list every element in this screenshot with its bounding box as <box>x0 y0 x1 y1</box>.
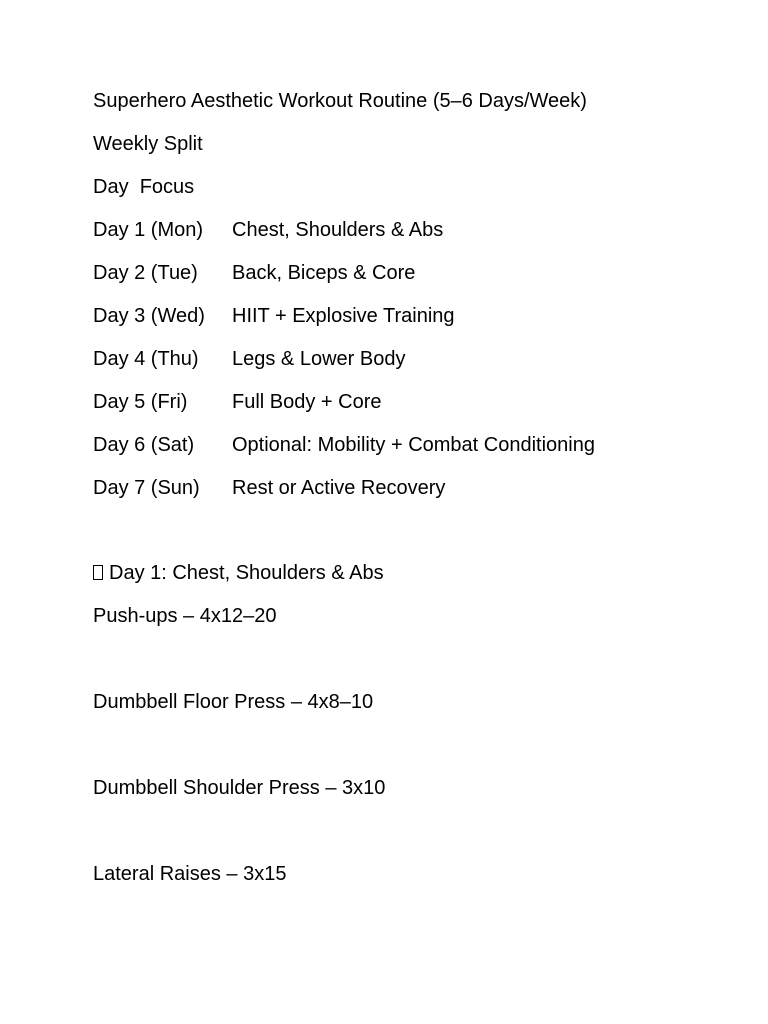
schedule-row <box>93 261 415 285</box>
schedule-day: Day 4 (Thu) <box>93 348 199 370</box>
day1-heading-text: Day 1: Chest, Shoulders & Abs <box>109 562 384 584</box>
exercise-item: Lateral Raises – 3x15 <box>93 863 287 885</box>
schedule-row <box>93 433 595 457</box>
schedule-focus: Back, Biceps & Core <box>232 262 416 284</box>
schedule-day: Day 7 (Sun) <box>93 477 200 499</box>
schedule-day: Day 6 (Sat) <box>93 434 195 456</box>
schedule-header-focus: Focus <box>139 176 195 198</box>
schedule-row <box>93 476 445 500</box>
missing-glyph-icon <box>93 565 103 580</box>
schedule-focus: Optional: Mobility + Combat Conditioning <box>232 434 595 456</box>
schedule-focus: Rest or Active Recovery <box>232 477 446 499</box>
exercise-item: Dumbbell Floor Press – 4x8–10 <box>93 691 374 713</box>
schedule-row <box>93 218 443 242</box>
schedule-header <box>93 175 194 199</box>
schedule-focus: Legs & Lower Body <box>232 348 406 370</box>
schedule-day: Day 3 (Wed) <box>93 305 205 327</box>
exercise-item: Dumbbell Shoulder Press – 3x10 <box>93 777 386 799</box>
schedule-day: Day 2 (Tue) <box>93 262 198 284</box>
exercise-item: Push-ups – 4x12–20 <box>93 605 277 627</box>
schedule-row <box>93 304 455 328</box>
schedule-focus: HIIT + Explosive Training <box>232 305 455 327</box>
document-title: Superhero Aesthetic Workout Routine (5–6 Days/Week) <box>93 90 587 112</box>
schedule-header-day: Day <box>93 176 129 198</box>
schedule-focus: Full Body + Core <box>232 391 382 413</box>
schedule-focus: Chest, Shoulders & Abs <box>232 219 444 241</box>
day1-section-heading <box>93 561 384 585</box>
schedule-row <box>93 347 405 371</box>
schedule-day: Day 1 (Mon) <box>93 219 204 241</box>
weekly-split-heading: Weekly Split <box>93 133 203 155</box>
schedule-day: Day 5 (Fri) <box>93 391 188 413</box>
schedule-row <box>93 390 382 414</box>
